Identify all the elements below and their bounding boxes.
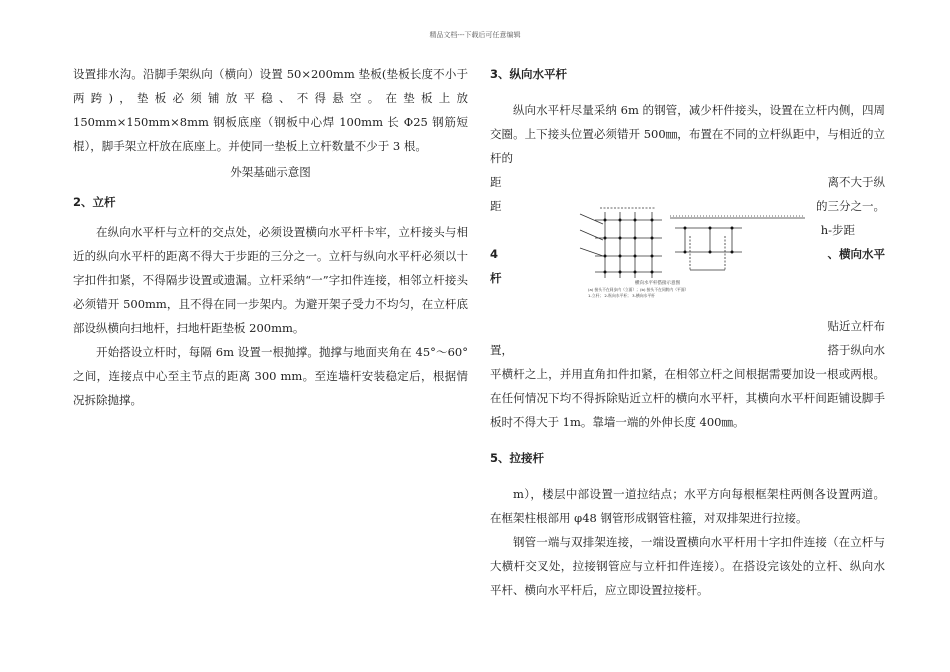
scaffold-joint-diagram: [570, 200, 810, 300]
wrap-left-5: 杆: [490, 271, 502, 285]
figure-legend-2: 1-立杆； 2-纵向水平杆； 3-横向水平杆: [588, 293, 655, 298]
paragraph-upright-pole: 在纵向水平杆与立杆的交点处，必须设置横向水平杆卡牢，立杆接头与相近的纵向水平杆的距离不得大于步距的三分之一。立杆与纵向水平杆必须以十字扣件扣紧，不得隔步设置或遗漏。立杆采纳“一”字扣件连接，相邻立杆接头必须错开 500mm，且不得在同一步架内。为避开架子受力不均匀，在立杆底部设纵横向扫地杆，扫地杆距垫板 200mm。: [73, 225, 468, 335]
wrap-right-2: 的三分之一。: [816, 199, 885, 213]
wrap-right-4: 、横向水平: [827, 247, 885, 261]
wrap-right-7: 搭于纵向水: [827, 343, 885, 357]
wrap-left-4: 4: [490, 247, 499, 261]
figure-legend-1: (a) 接头不在同步内（立面）；(b) 接头不在同跨内（平面）: [588, 287, 689, 292]
wrap-right-6: 贴近立杆布: [827, 319, 885, 333]
heading-upright-pole: 2、立杆: [73, 195, 116, 209]
page-header: 精品文档---下载后可任意编辑: [429, 31, 521, 39]
wrap-left-1: 距: [490, 175, 502, 189]
paragraph-longitudinal-bar: 纵向水平杆尽量采纳 6m 的钢管，减少杆件接头，设置在立杆内侧，四周交圈。上下接头位置必须错开 500㎜，布置在不同的立杆纵距中，与相近的立杆的: [490, 103, 885, 165]
heading-longitudinal-bar: 3、纵向水平杆: [490, 67, 568, 81]
wrapped-line-6: [490, 314, 885, 338]
paragraph-tie-bar-1: m），楼层中部设置一道拉结点；水平方向每根框架柱两侧各设置两道。在框架柱根部用 φ48 钢管形成钢管柱箍，对双排架进行拉接。: [490, 487, 885, 525]
paragraph-foundation: 设置排水沟。沿脚手架纵向（横向）设置 50×200mm 垫板(垫板长度不小于两跨)，垫板必须铺放平稳、不得悬空。在垫板上放 150mm×150mm×8mm 钢板底座（钢板中心焊 100mm 长 Φ25 钢筋短棍），脚手架立杆放在底座上。并使同一垫板上立杆数量不少于 3 根。: [73, 67, 468, 153]
heading-tie-bar: 5、拉接杆: [490, 451, 545, 465]
paragraph-transverse-bar: 平横杆之上，并用直角扣件扣紧，在相邻立杆之间根据需要加设一根或两根。在任何情况下均不得拆除贴近立杆的横向水平杆，其横向水平杆间距铺设脚手板时不得大于 1m。靠墙一端的外伸长度 400㎜。: [490, 367, 885, 429]
paragraph-tie-bar-2: 钢管一端与双排架连接，一端设置横向水平杆用十字扣件连接（在立杆与大横杆交叉处，拉接钢管应与立杆扣件连接）。在搭设完该处的立杆、纵向水平杆、横向水平杆后，应立即设置拉接杆。: [490, 535, 885, 597]
figure-caption-joint: 横向水平杆搭接示意图: [635, 281, 680, 286]
wrapped-line-7: [490, 338, 885, 362]
wrap-right-3: h-步距: [820, 223, 855, 237]
wrap-left-7: 置，: [490, 343, 513, 357]
left-column: [73, 62, 468, 412]
wrap-left-2: 距: [490, 199, 502, 213]
paragraph-bracing: 开始搭设立杆时，每隔 6m 设置一根抛撑。抛撑与地面夹角在 45°～60° 之间，连接点中心至主节点的距离 300 mm。至连墙杆安装稳定后，根据情况拆除抛撑。: [73, 345, 468, 407]
wrap-right-1: 离不大于纵: [827, 175, 885, 189]
figure-caption-foundation: 外架基础示意图: [230, 165, 311, 179]
wrapped-line-1: [490, 170, 885, 194]
right-column: [490, 62, 885, 602]
